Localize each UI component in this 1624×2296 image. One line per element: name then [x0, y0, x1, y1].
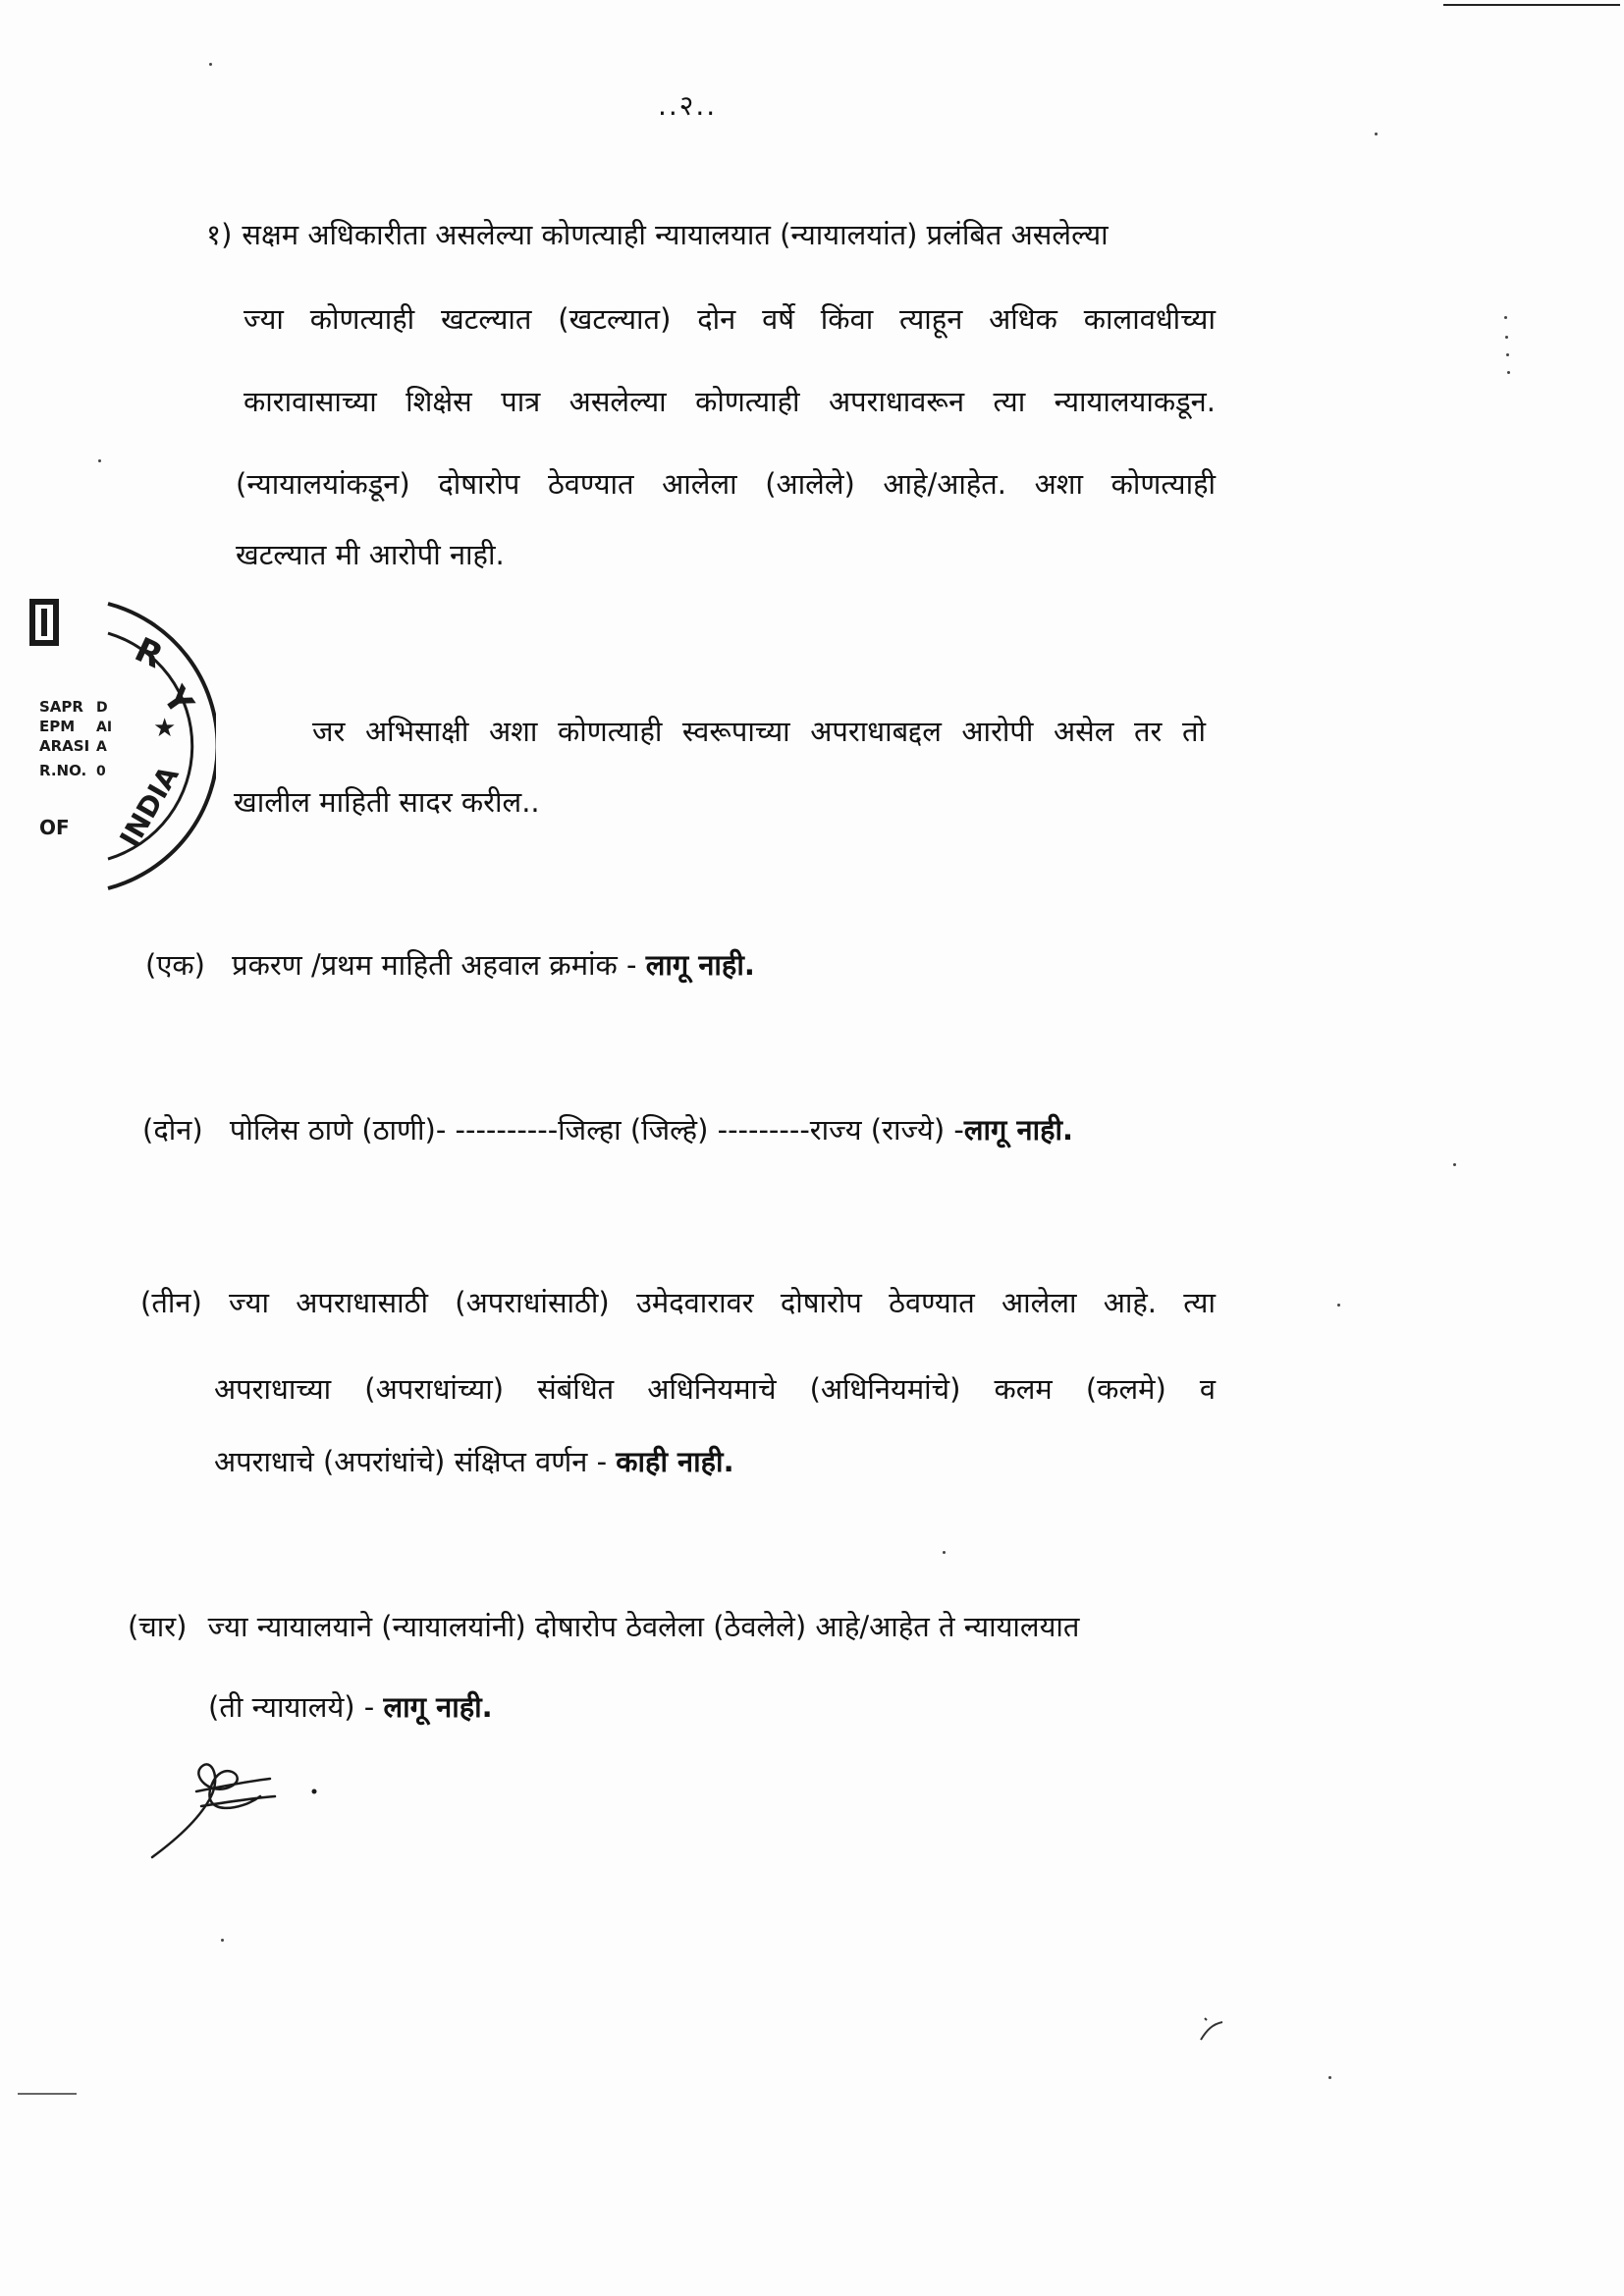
para1-line3: कारावासाच्या शिक्षेस पात्र असलेल्या कोणत्याही अपराधावरून त्या न्यायालयाकडून. [244, 385, 1216, 418]
svg-text:0: 0 [96, 764, 106, 779]
scan-speck [1375, 133, 1378, 135]
svg-text:EPM: EPM [39, 718, 76, 735]
official-seal-stamp [0, 589, 216, 903]
scan-speck [943, 1551, 946, 1554]
svg-text:D: D [96, 700, 108, 716]
scan-speck [1506, 353, 1509, 356]
item2-label: (दोन) [142, 1113, 203, 1147]
item1-line [145, 948, 755, 983]
top-edge-rule [1443, 4, 1620, 6]
item3-line3 [214, 1445, 734, 1479]
para1-number: १) [206, 218, 233, 251]
para1-line4: (न्यायालयांकडून) दोषारोप ठेवण्यात आलेला (आलेले) आहे/आहेत. अशा कोणत्याही [236, 467, 1216, 501]
item2-answer: लागू नाही. [963, 1113, 1074, 1147]
scan-speck [1453, 1163, 1456, 1166]
item3-label: (तीन) [140, 1286, 202, 1319]
item2-line [142, 1113, 1073, 1148]
svg-text:R.NO.: R.NO. [39, 762, 87, 779]
svg-text:AI: AI [96, 720, 113, 735]
scan-speck [1337, 1304, 1340, 1307]
svg-text:A: A [96, 739, 107, 755]
svg-text:★: ★ [153, 714, 177, 743]
item4-label: (चार) [128, 1610, 188, 1643]
para1-line1-text: सक्षम अधिकारीता असलेल्या कोणत्याही न्यायालयात (न्यायालयांत) प्रलंबित असलेल्या [242, 218, 1109, 251]
scan-speck [1505, 336, 1508, 339]
scan-speck [1328, 2076, 1331, 2079]
svg-text:INDIA: INDIA [113, 760, 186, 853]
scan-speck [98, 459, 101, 462]
item4-line1-text: ज्या न्यायालयाने (न्यायालयांनी) दोषारोप ठेवलेला (ठेवलेले) आहे/आहेत ते न्यायालयात [207, 1610, 1080, 1643]
item4-answer: लागू नाही. [383, 1690, 493, 1724]
item4-line1 [128, 1610, 1079, 1644]
item1-text: प्रकरण /प्रथम माहिती अहवाल क्रमांक - [232, 948, 637, 982]
scan-speck [221, 1939, 224, 1942]
scan-edge-mark [18, 2093, 77, 2095]
svg-text:ARASI: ARASI [39, 737, 90, 755]
scan-speck [1504, 316, 1507, 319]
svg-text:SAPR: SAPR [39, 698, 83, 716]
item3-answer: काही नाही. [616, 1445, 734, 1478]
item3-line1 [140, 1286, 1216, 1320]
signature-mark [142, 1737, 319, 1865]
svg-text:R: R [129, 629, 169, 677]
para2-line2: खालील माहिती सादर करील.. [234, 785, 540, 819]
item4-line2 [208, 1690, 493, 1725]
para1-line1 [206, 218, 1109, 252]
item3-line2: अपराधाच्या (अपराधांच्या) संबंधित अधिनियमाचे (अधिनियमांचे) कलम (कलमे) व [214, 1372, 1216, 1406]
para2-line1: जर अभिसाक्षी अशा कोणत्याही स्वरूपाच्या अपराधाबद्दल आरोपी असेल तर तो [312, 715, 1206, 748]
item3-line1-text: ज्या अपराधासाठी (अपराधांसाठी) उमेदवारावर दोषारोप ठेवण्यात आलेला आहे. त्या [229, 1286, 1217, 1319]
scan-speck [1507, 371, 1510, 374]
scan-speck [209, 63, 212, 66]
item2-text: पोलिस ठाणे (ठाणी)- ----------जिल्हा (जिल्हे) ---------राज्य (राज्ये) - [229, 1113, 964, 1147]
para1-line5: खटल्यात मी आरोपी नाही. [236, 538, 505, 571]
item1-answer: लागू नाही. [645, 948, 755, 982]
item4-line2-text: (ती न्यायालये) - [208, 1690, 375, 1724]
svg-text:Y: Y [154, 679, 201, 722]
svg-text:OF: OF [39, 816, 70, 839]
para1-line2: ज्या कोणत्याही खटल्यात (खटल्यात) दोन वर्षे किंवा त्याहून अधिक कालावधीच्या [244, 302, 1216, 336]
item3-line3-text: अपराधाचे (अपरांधांचे) संक्षिप्त वर्णन - [214, 1445, 608, 1478]
margin-tick-mark [1193, 2012, 1242, 2042]
page-number: ..२.. [658, 89, 718, 122]
item1-label: (एक) [145, 948, 205, 982]
